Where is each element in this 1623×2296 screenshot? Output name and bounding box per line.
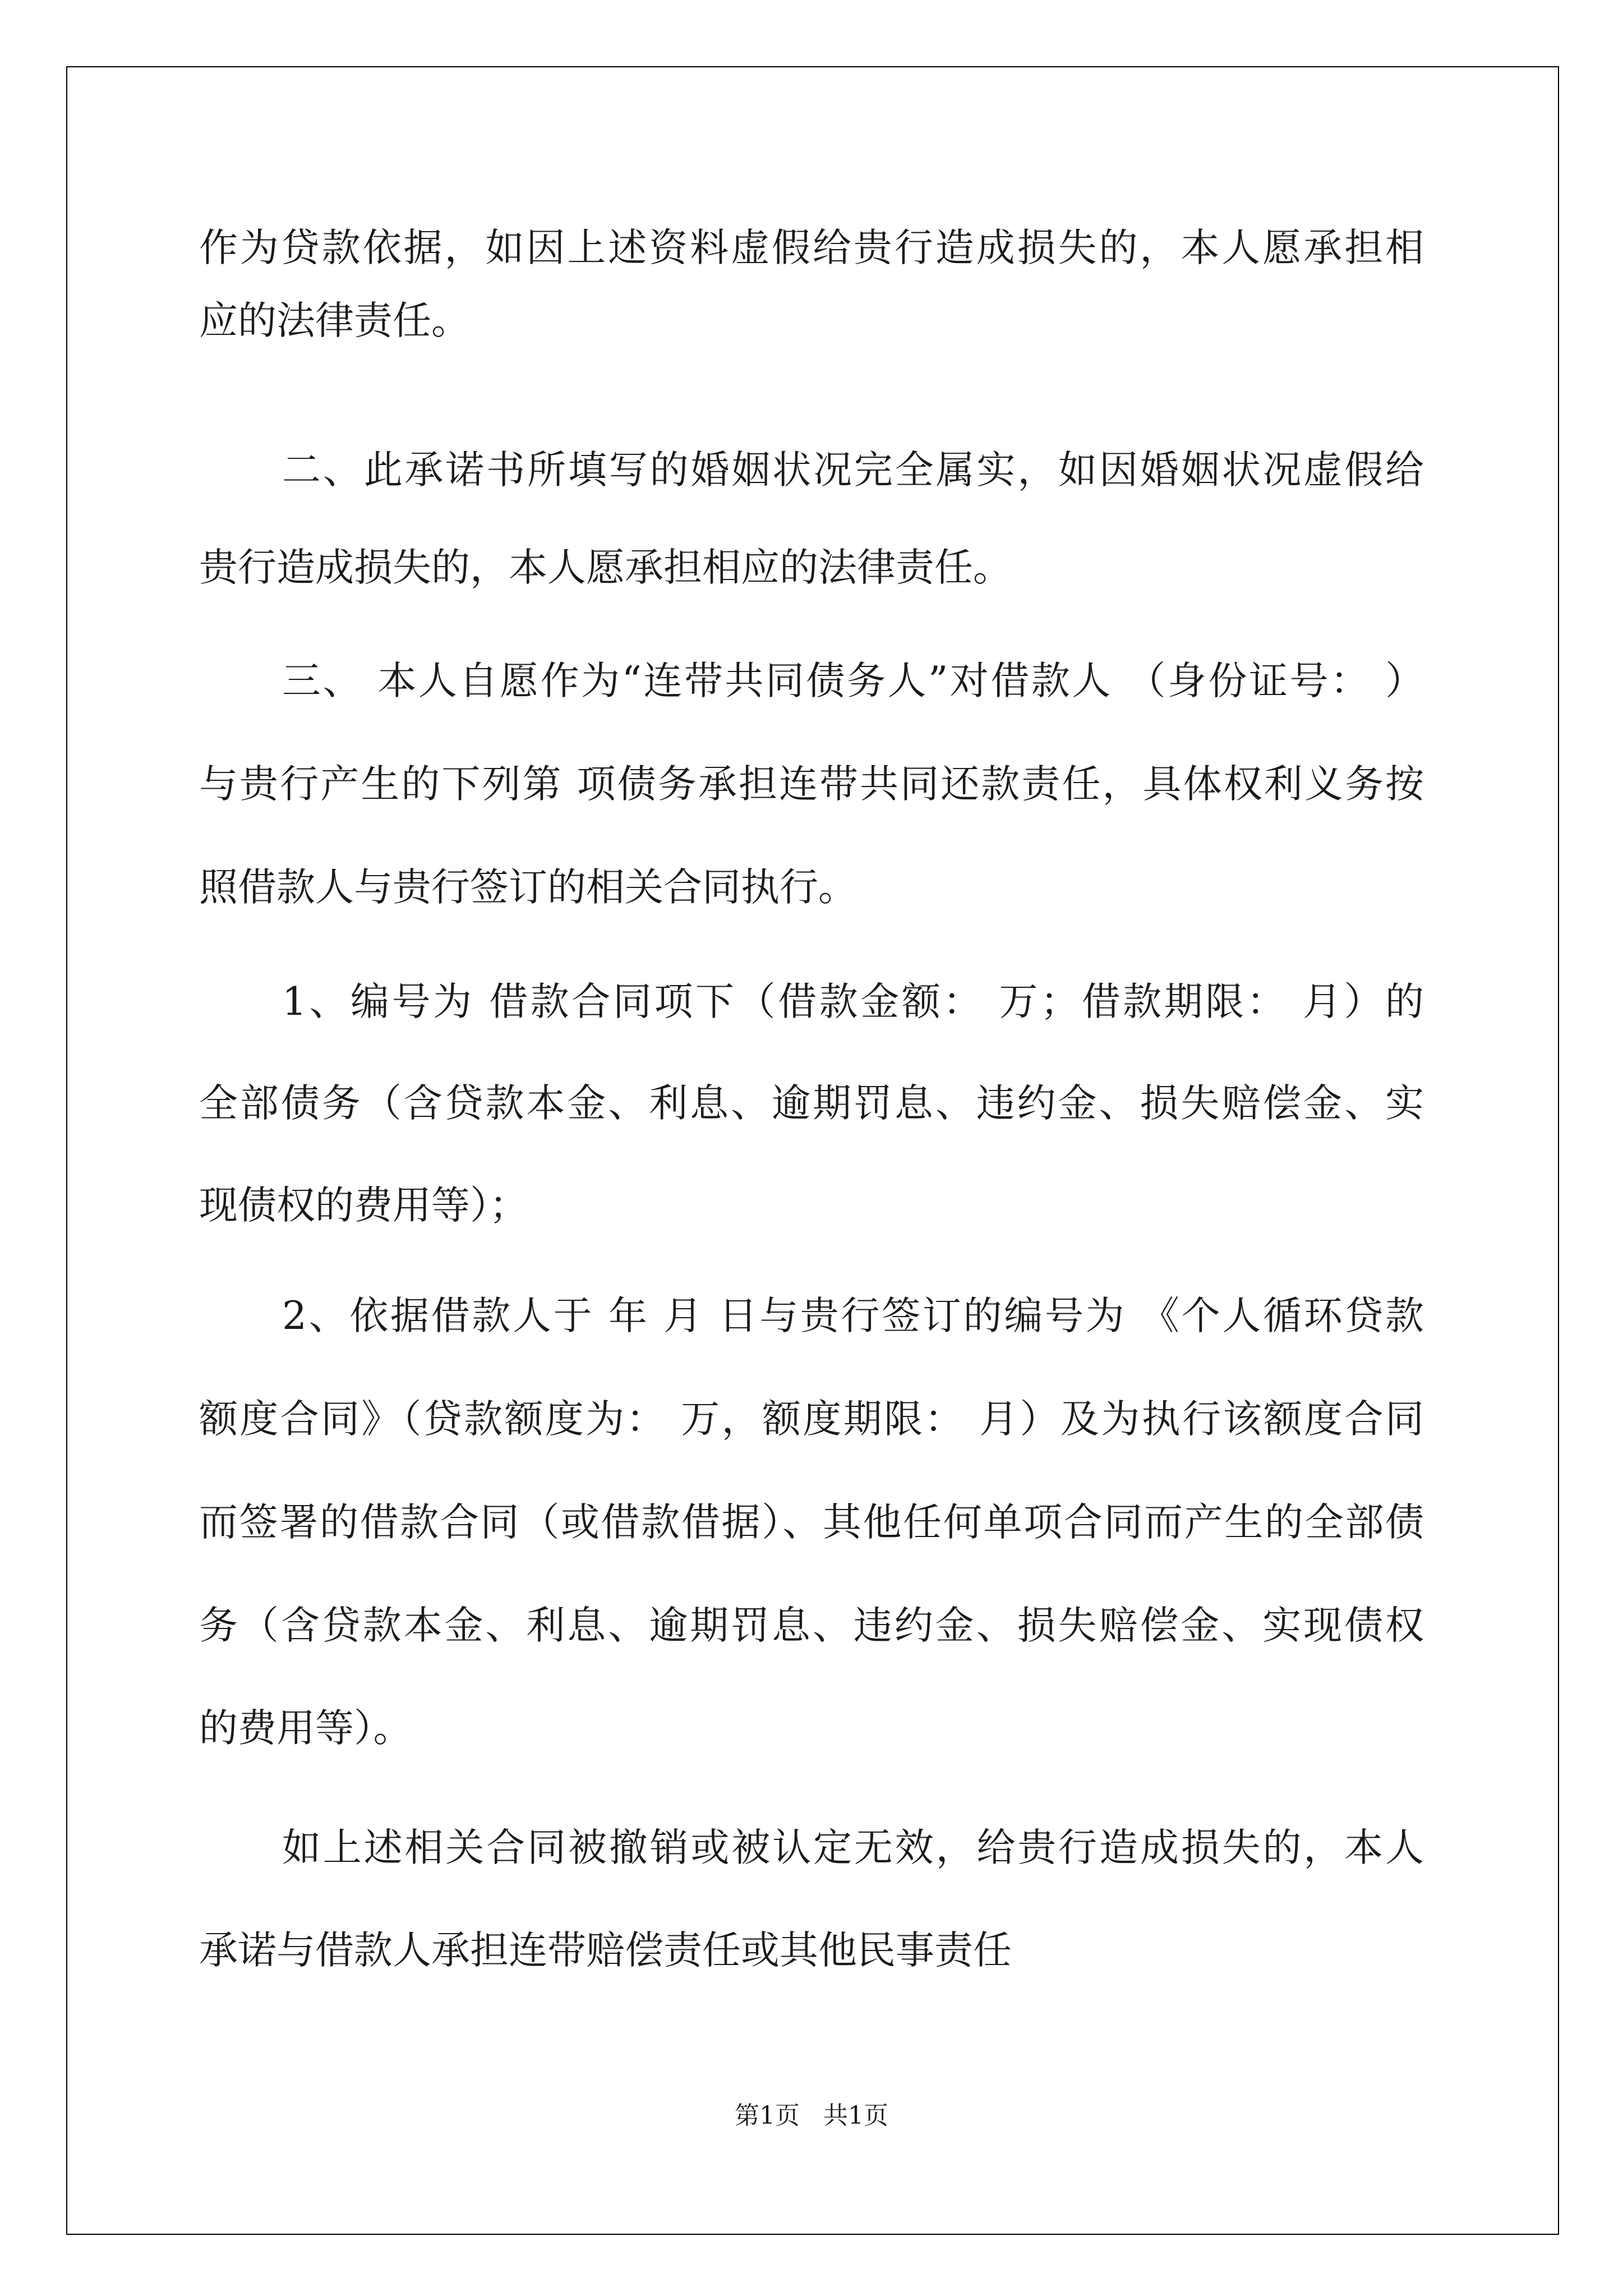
text-line: 如上述相关合同被撤销或被认定无效，给贵行造成损失的，本人 — [282, 1825, 1424, 1870]
text-line: 现债权的费用等）； — [199, 1183, 528, 1228]
page-number-footer: 第1页 共1页 — [735, 2101, 888, 2130]
text-line: 二、此承诺书所填写的婚姻状况完全属实，如因婚姻状况虚假给 — [282, 448, 1424, 493]
text-line: 全部债务（含贷款本金、利息、逾期罚息、违约金、损失赔偿金、实 — [199, 1081, 1424, 1126]
text-line: 三、 本人自愿作为“连带共同债务人”对借款人 （身份证号： ） — [282, 659, 1424, 703]
text-line: 1、编号为 借款合同项下（借款金额： 万；借款期限： 月）的 — [282, 979, 1424, 1024]
text-line: 务（含贷款本金、利息、逾期罚息、违约金、损失赔偿金、实现债权 — [199, 1603, 1424, 1648]
text-line: 的费用等）。 — [199, 1706, 412, 1751]
text-line: 照借款人与贵行签订的相关合同执行。 — [199, 865, 857, 910]
text-line: 作为贷款依据，如因上述资料虚假给贵行造成损失的，本人愿承担相 — [199, 226, 1424, 270]
text-line: 2、依据借款人于 年 月 日与贵行签订的编号为 《个人循环贷款 — [282, 1294, 1424, 1338]
page-border — [66, 66, 1559, 2235]
text-line: 承诺与借款人承担连带赔偿责任或其他民事责任 — [199, 1928, 1012, 1973]
text-line: 贵行造成损失的，本人愿承担相应的法律责任。 — [199, 545, 1012, 590]
text-line: 而签署的借款合同（或借款借据）、其他任何单项合同而产生的全部债 — [199, 1500, 1424, 1545]
text-line: 应的法律责任。 — [199, 298, 470, 343]
text-line: 额度合同》（贷款额度为： 万，额度期限： 月）及为执行该额度合同 — [199, 1397, 1424, 1442]
text-line: 与贵行产生的下列第 项债务承担连带共同还款责任，具体权利义务按 — [199, 762, 1424, 807]
